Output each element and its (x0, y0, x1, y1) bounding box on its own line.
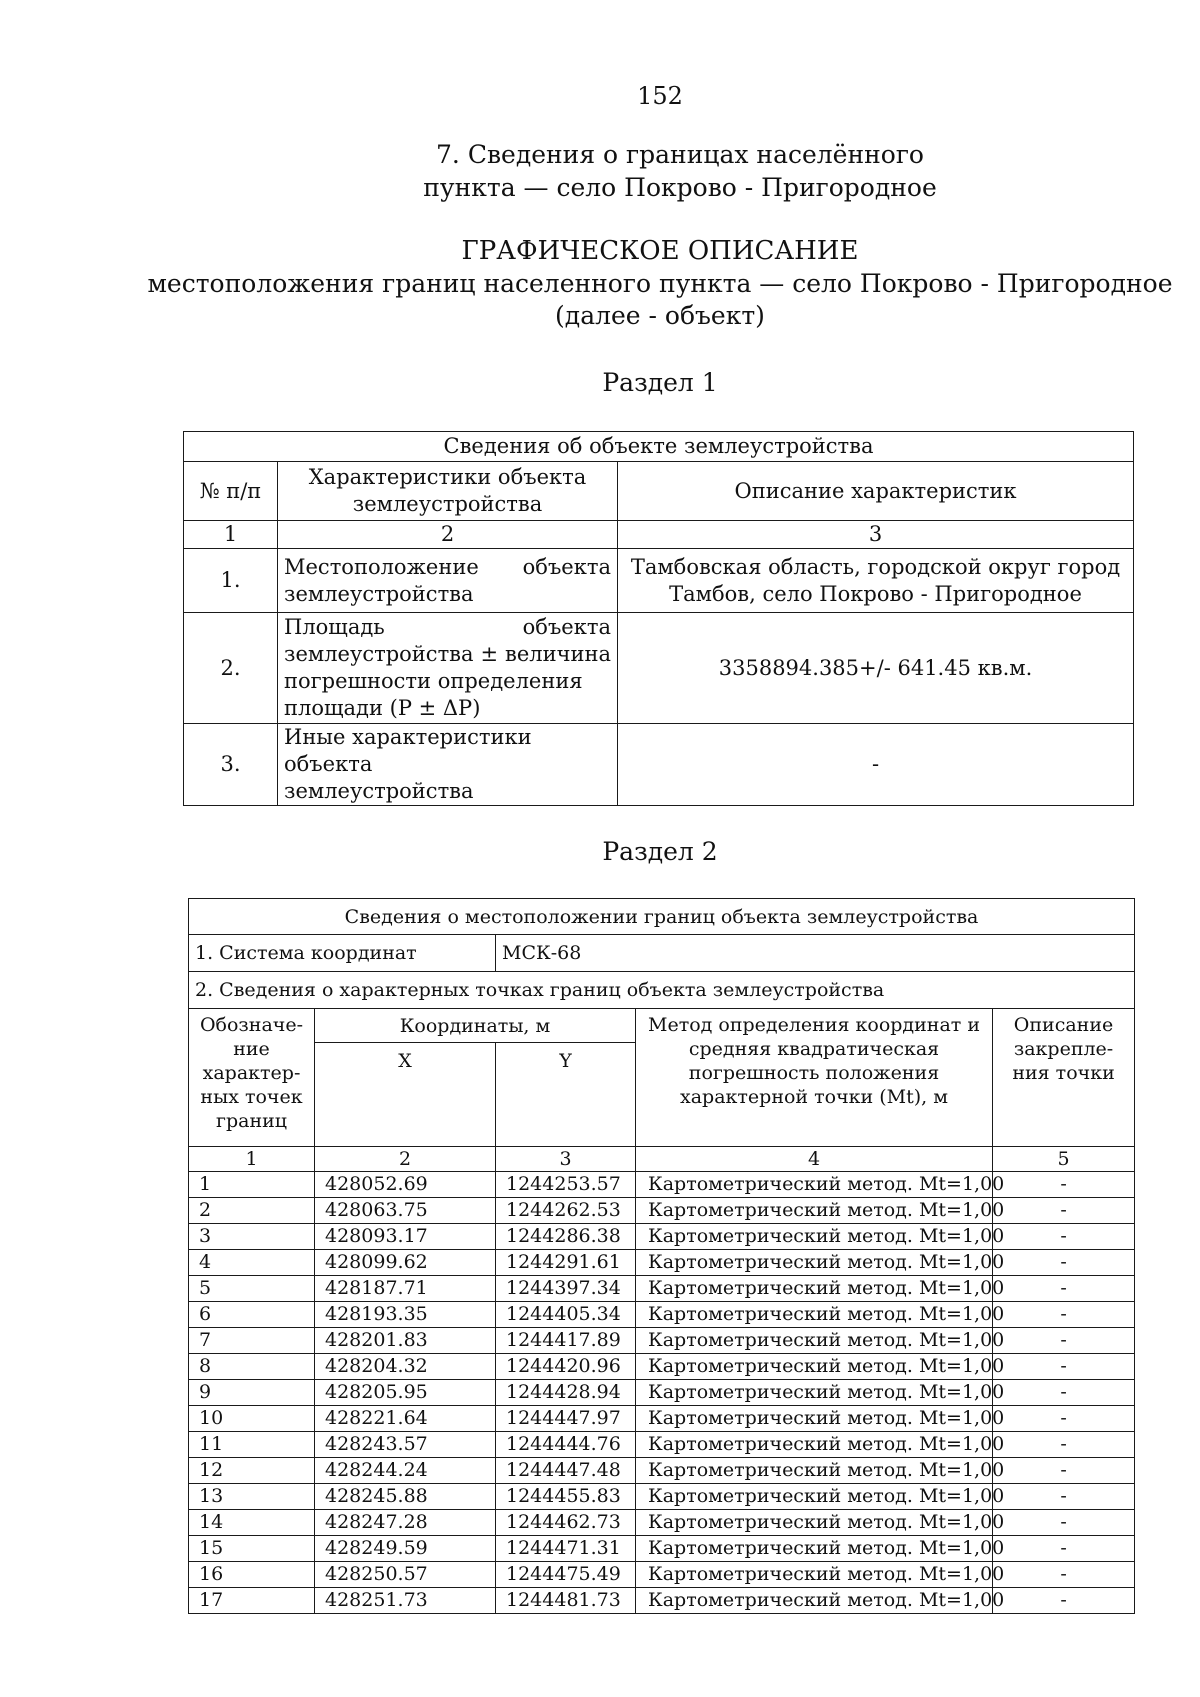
point-y: 1244291.61 (496, 1250, 636, 1276)
row-characteristic (278, 613, 618, 724)
column-header-characteristics: Характеристики объекта землеустройства (278, 462, 618, 521)
point-x: 428099.62 (315, 1250, 496, 1276)
point-method: Картометрический метод. Mt=1,00 (636, 1458, 993, 1484)
point-y: 1244417.89 (496, 1328, 636, 1354)
point-fixing: - (993, 1562, 1135, 1588)
point-id: 14 (189, 1510, 315, 1536)
column-header-method: Метод определения координат и средняя квадратическая погрешность положения характерной точки (Mt), м (636, 1009, 993, 1147)
point-id: 12 (189, 1458, 315, 1484)
page-number: 152 (637, 82, 683, 110)
row-number: 2. (184, 613, 278, 724)
column-index: 3 (496, 1147, 636, 1172)
object-info-table-title: Сведения об объекте землеустройства (184, 432, 1134, 462)
point-y: 1244455.83 (496, 1484, 636, 1510)
point-method: Картометрический метод. Mt=1,00 (636, 1250, 993, 1276)
table-row (189, 1302, 1135, 1328)
graphic-subtitle-line-2: (далее - объект) (555, 301, 765, 330)
point-x: 428193.35 (315, 1302, 496, 1328)
point-fixing: - (993, 1276, 1135, 1302)
point-fixing: - (993, 1380, 1135, 1406)
point-fixing: - (993, 1198, 1135, 1224)
table-row (189, 1276, 1135, 1302)
table-row (184, 613, 1134, 724)
point-id: 9 (189, 1380, 315, 1406)
column-index: 2 (278, 521, 618, 549)
point-method: Картометрический метод. Mt=1,00 (636, 1380, 993, 1406)
point-x: 428247.28 (315, 1510, 496, 1536)
point-method: Картометрический метод. Mt=1,00 (636, 1172, 993, 1198)
point-x: 428250.57 (315, 1562, 496, 1588)
column-index: 1 (184, 521, 278, 549)
point-x: 428221.64 (315, 1406, 496, 1432)
table-row (189, 1198, 1135, 1224)
column-header-number: № п/п (184, 462, 278, 521)
point-method: Картометрический метод. Mt=1,00 (636, 1562, 993, 1588)
column-header-fixing: Описание закрепле-ния точки (993, 1009, 1135, 1147)
table-row (189, 1172, 1135, 1198)
graphic-description-subtitle (0, 268, 1200, 332)
point-method: Картометрический метод. Mt=1,00 (636, 1536, 993, 1562)
point-x: 428204.32 (315, 1354, 496, 1380)
point-id: 3 (189, 1224, 315, 1250)
characteristic-points-label: 2. Сведения о характерных точках границ объекта землеустройства (189, 972, 1135, 1009)
table-row (189, 1406, 1135, 1432)
point-id: 7 (189, 1328, 315, 1354)
point-y: 1244481.73 (496, 1588, 636, 1614)
point-y: 1244471.31 (496, 1536, 636, 1562)
table-row (189, 1484, 1135, 1510)
table-row (189, 1458, 1135, 1484)
row-characteristic (278, 549, 618, 613)
table-row (189, 1536, 1135, 1562)
column-header-coordinates: Координаты, м (315, 1009, 636, 1043)
point-y: 1244462.73 (496, 1510, 636, 1536)
point-y: 1244420.96 (496, 1354, 636, 1380)
coordinate-system-label: 1. Система координат (189, 935, 496, 972)
column-index: 2 (315, 1147, 496, 1172)
column-header-x: X (315, 1043, 496, 1147)
point-y: 1244444.76 (496, 1432, 636, 1458)
point-method: Картометрический метод. Mt=1,00 (636, 1302, 993, 1328)
point-x: 428245.88 (315, 1484, 496, 1510)
point-x: 428244.24 (315, 1458, 496, 1484)
column-header-point: Обозначе-ние характер-ных точек границ (189, 1009, 315, 1147)
point-x: 428187.71 (315, 1276, 496, 1302)
point-y: 1244397.34 (496, 1276, 636, 1302)
column-index: 5 (993, 1147, 1135, 1172)
point-method: Картометрический метод. Mt=1,00 (636, 1224, 993, 1250)
point-method: Картометрический метод. Mt=1,00 (636, 1276, 993, 1302)
object-info-table (183, 431, 1134, 806)
point-id: 16 (189, 1562, 315, 1588)
section1-title: Раздел 1 (602, 368, 718, 397)
point-x: 428251.73 (315, 1588, 496, 1614)
point-method: Картометрический метод. Mt=1,00 (636, 1354, 993, 1380)
section-heading-line-2: пункта — село Покрово - Пригородное (423, 173, 937, 202)
point-y: 1244428.94 (496, 1380, 636, 1406)
point-y: 1244475.49 (496, 1562, 636, 1588)
point-x: 428249.59 (315, 1536, 496, 1562)
boundary-points-table (188, 898, 1135, 1614)
point-fixing: - (993, 1354, 1135, 1380)
point-y: 1244253.57 (496, 1172, 636, 1198)
column-header-y: Y (496, 1043, 636, 1147)
row-characteristic-text: Местоположение объекта (284, 554, 611, 579)
point-y: 1244286.38 (496, 1224, 636, 1250)
table-row (189, 1588, 1135, 1614)
point-fixing: - (993, 1536, 1135, 1562)
row-characteristic-text: Площадь объекта землеустройства ± величина погрешности определения (284, 615, 611, 693)
point-fixing: - (993, 1432, 1135, 1458)
table-row (189, 1250, 1135, 1276)
row-number: 1. (184, 549, 278, 613)
row-characteristic (278, 724, 618, 806)
point-fixing: - (993, 1588, 1135, 1614)
point-x: 428243.57 (315, 1432, 496, 1458)
column-index: 1 (189, 1147, 315, 1172)
row-characteristic-text-end: землеустройства (284, 779, 474, 803)
section2-title: Раздел 2 (602, 837, 718, 866)
graphic-description-title: ГРАФИЧЕСКОЕ ОПИСАНИЕ (461, 236, 859, 266)
point-id: 13 (189, 1484, 315, 1510)
table-row (189, 1562, 1135, 1588)
table-row (184, 724, 1134, 806)
point-fixing: - (993, 1328, 1135, 1354)
point-id: 17 (189, 1588, 315, 1614)
column-header-description: Описание характеристик (618, 462, 1134, 521)
point-method: Картометрический метод. Mt=1,00 (636, 1432, 993, 1458)
row-characteristic-text-end: землеустройства (284, 581, 474, 606)
table-row (189, 1380, 1135, 1406)
section-heading-line-1: 7. Сведения о границах населённого (436, 140, 924, 169)
point-x: 428093.17 (315, 1224, 496, 1250)
coordinate-system-value: МСК-68 (496, 935, 1135, 972)
point-method: Картометрический метод. Mt=1,00 (636, 1510, 993, 1536)
row-description: 3358894.385+/- 641.45 кв.м. (618, 613, 1134, 724)
point-method: Картометрический метод. Mt=1,00 (636, 1198, 993, 1224)
point-id: 11 (189, 1432, 315, 1458)
point-x: 428205.95 (315, 1380, 496, 1406)
point-fixing: - (993, 1484, 1135, 1510)
point-id: 2 (189, 1198, 315, 1224)
point-x: 428063.75 (315, 1198, 496, 1224)
point-fixing: - (993, 1406, 1135, 1432)
point-fixing: - (993, 1510, 1135, 1536)
row-description: - (618, 724, 1134, 806)
point-id: 1 (189, 1172, 315, 1198)
row-description: Тамбовская область, городской округ город Тамбов, село Покрово - Пригородное (618, 549, 1134, 613)
point-x: 428052.69 (315, 1172, 496, 1198)
point-id: 6 (189, 1302, 315, 1328)
point-y: 1244447.97 (496, 1406, 636, 1432)
table-row (184, 549, 1134, 613)
point-id: 5 (189, 1276, 315, 1302)
point-fixing: - (993, 1458, 1135, 1484)
point-id: 8 (189, 1354, 315, 1380)
row-number: 3. (184, 724, 278, 806)
point-method: Картометрический метод. Mt=1,00 (636, 1328, 993, 1354)
point-fixing: - (993, 1172, 1135, 1198)
point-fixing: - (993, 1250, 1135, 1276)
point-id: 15 (189, 1536, 315, 1562)
boundary-table-title: Сведения о местоположении границ объекта землеустройства (189, 899, 1135, 935)
table-row (189, 1432, 1135, 1458)
point-y: 1244262.53 (496, 1198, 636, 1224)
column-index: 4 (636, 1147, 993, 1172)
table-row (189, 1224, 1135, 1250)
point-fixing: - (993, 1224, 1135, 1250)
table-row (189, 1510, 1135, 1536)
point-x: 428201.83 (315, 1328, 496, 1354)
row-characteristic-text: Иные характеристики объекта (284, 725, 532, 776)
graphic-subtitle-line-1: местоположения границ населенного пункта — село Покрово - Пригородное (147, 269, 1173, 298)
point-y: 1244405.34 (496, 1302, 636, 1328)
point-y: 1244447.48 (496, 1458, 636, 1484)
point-method: Картометрический метод. Mt=1,00 (636, 1588, 993, 1614)
section-heading (400, 138, 960, 204)
point-id: 4 (189, 1250, 315, 1276)
table-row (189, 1354, 1135, 1380)
table-row (189, 1328, 1135, 1354)
row-characteristic-text-end: площади (P ± ΔP) (284, 696, 481, 720)
column-index: 3 (618, 521, 1134, 549)
point-fixing: - (993, 1302, 1135, 1328)
point-id: 10 (189, 1406, 315, 1432)
boundary-points-rows (189, 1172, 1135, 1614)
point-method: Картометрический метод. Mt=1,00 (636, 1484, 993, 1510)
point-method: Картометрический метод. Mt=1,00 (636, 1406, 993, 1432)
